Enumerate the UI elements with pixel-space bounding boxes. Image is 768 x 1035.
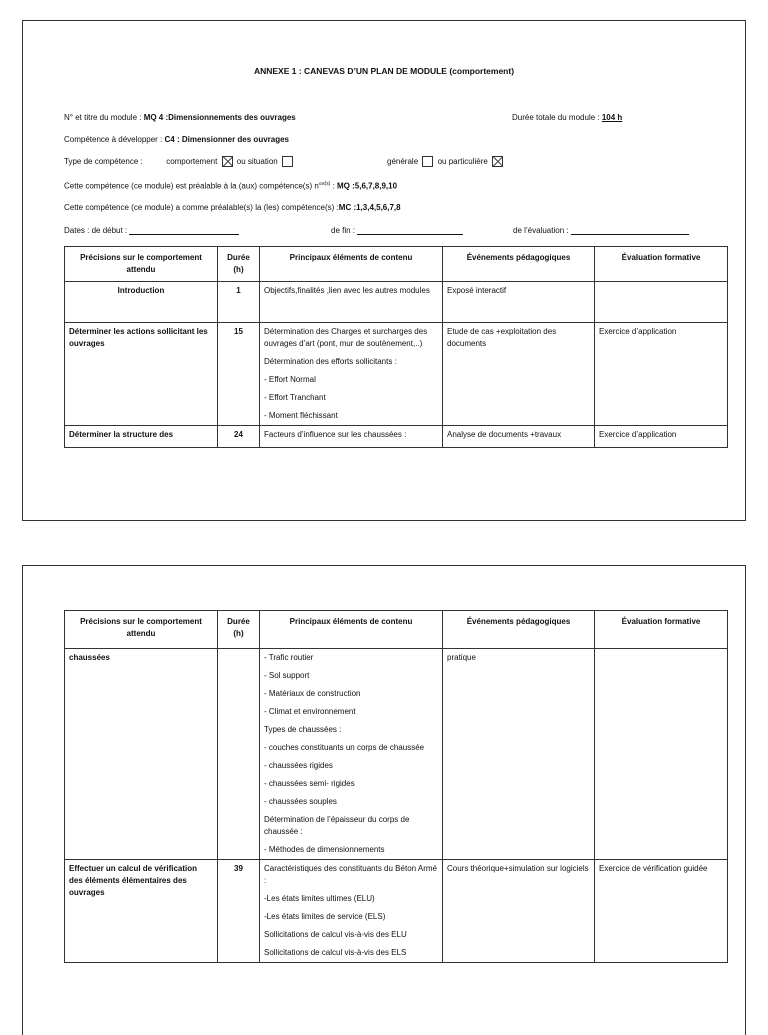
situation-checkbox[interactable]	[282, 156, 293, 167]
prealable-aux-sep: :	[330, 181, 338, 191]
prealable-aux-sup: s(s)	[322, 181, 331, 187]
contenu-item: Types de chaussées :	[264, 725, 342, 734]
row-contenu	[260, 282, 443, 323]
date-evaluation	[513, 225, 689, 235]
contenu-item: - couches constituants un corps de chaussée	[264, 743, 425, 752]
header-evenements: Événements pédagogiques	[443, 247, 595, 282]
row-evaluation	[595, 649, 728, 860]
header-duree: Durée (h)	[218, 247, 260, 282]
date-debut-label: Dates : de début :	[64, 226, 128, 235]
contenu-item: Détermination de l’épaisseur du corps de chaussée :	[264, 815, 410, 836]
module-line	[64, 113, 296, 122]
row-comportement: Effectuer un calcul de vérification des éléments élémentaires des ouvrages	[65, 860, 218, 963]
module-label: N° et titre du module :	[64, 113, 144, 122]
type-situation-label: ou situation	[236, 157, 278, 166]
contenu-item: -Les états limites ultimes (ELU)	[264, 894, 375, 903]
table-header-row	[65, 611, 728, 649]
date-fin-field[interactable]	[357, 225, 463, 235]
header-comportement: Précisions sur le comportement attendu	[65, 611, 218, 649]
prealable-aux-label: Cette compétence (ce module) est préalable à la (aux) compétence(s) n°	[64, 181, 322, 191]
contenu-item: -Les états limites de service (ELS)	[264, 912, 386, 921]
table-row	[65, 649, 728, 860]
row-evenements: Cours théorique+simulation sur logiciels	[443, 860, 595, 963]
contenu-item: - Méthodes de dimensionnements	[264, 845, 385, 854]
contenu-item: Facteurs d’influence sur les chaussées :	[264, 430, 407, 439]
header-contenu: Principaux éléments de contenu	[260, 247, 443, 282]
contenu-item: Sollicitations de calcul vis-à-vis des ELU	[264, 930, 407, 939]
header-duree: Durée (h)	[218, 611, 260, 649]
date-fin	[331, 225, 463, 235]
module-value: MQ 4 :Dimensionnements des ouvrages	[143, 113, 296, 122]
row-duree: 15	[218, 323, 260, 426]
row-comportement: Introduction	[65, 282, 218, 323]
row-duree: 1	[218, 282, 260, 323]
type-line	[64, 156, 295, 167]
prealable-les-line	[64, 203, 401, 212]
table-row	[65, 323, 728, 426]
duree-label: Durée totale du module :	[512, 113, 602, 122]
contenu-item: - Effort Normal	[264, 375, 316, 384]
prealable-les-label: Cette compétence (ce module) a comme préalable(s) la (les) compétence(s) :	[64, 203, 339, 212]
header-evenements: Événements pédagogiques	[443, 611, 595, 649]
type-comportement-label: comportement	[166, 157, 218, 166]
header-contenu: Principaux éléments de contenu	[260, 611, 443, 649]
header-comportement: Précisions sur le comportement attendu	[65, 247, 218, 282]
row-evaluation	[595, 282, 728, 323]
prealable-aux-value: MQ :5,6,7,8,9,10	[337, 181, 398, 191]
header-evaluation: Évaluation formative	[595, 611, 728, 649]
row-evenements: pratique	[443, 649, 595, 860]
date-debut-field[interactable]	[129, 225, 239, 235]
contenu-item: - Moment fléchissant	[264, 411, 338, 420]
page-2	[22, 565, 746, 1035]
competence-value: C4 : Dimensionner des ouvrages	[164, 135, 289, 144]
module-table-continued	[64, 610, 728, 963]
prealable-aux-line	[64, 181, 397, 191]
type-particuliere-label: ou particulière	[437, 157, 488, 166]
duree-line	[512, 113, 622, 122]
date-fin-label: de fin :	[331, 226, 356, 235]
type-label: Type de compétence :	[64, 157, 143, 166]
table-header-row	[65, 247, 728, 282]
row-evaluation: Exercice de vérification guidée	[595, 860, 728, 963]
page-title: ANNEXE 1 : CANEVAS D’UN PLAN DE MODULE (comportement)	[253, 66, 515, 76]
competence-line	[64, 135, 289, 144]
table-row	[65, 282, 728, 323]
row-duree: 24	[218, 426, 260, 448]
row-comportement: Déterminer les actions sollicitant les ouvrages	[65, 323, 218, 426]
competence-label: Compétence à développer :	[64, 135, 165, 144]
row-contenu	[260, 426, 443, 448]
contenu-item: Détermination des efforts sollicitants :	[264, 357, 397, 366]
type-line-right	[387, 156, 505, 167]
row-comportement: chaussées	[65, 649, 218, 860]
contenu-item: - chaussées rigides	[264, 761, 333, 770]
row-duree: 39	[218, 860, 260, 963]
contenu-item: - Matériaux de construction	[264, 689, 361, 698]
module-table	[64, 246, 728, 448]
duree-value: 104 h	[601, 113, 623, 122]
row-evenements: Etude de cas +exploitation des documents	[443, 323, 595, 426]
contenu-item: Caractéristiques des constituants du Béton Armé :	[264, 864, 437, 885]
contenu-item: - Trafic routier	[264, 653, 314, 662]
page-1	[22, 20, 746, 521]
contenu-item: Objectifs,finalités ,lien avec les autres modules	[264, 286, 430, 295]
date-eval-label: de l’évaluation :	[513, 226, 569, 235]
row-duree	[218, 649, 260, 860]
prealable-les-value: MC :1,3,4,5,6,7,8	[338, 203, 401, 212]
table-row	[65, 426, 728, 448]
contenu-item: Sollicitations de calcul vis-à-vis des ELS	[264, 948, 407, 957]
contenu-item: - chaussées souples	[264, 797, 337, 806]
contenu-item: - Effort Tranchant	[264, 393, 326, 402]
contenu-item: - chaussées semi- rigides	[264, 779, 355, 788]
row-evenements: Exposé interactif	[443, 282, 595, 323]
contenu-item: Détermination des Charges et surcharges des ouvrages d’art (pont, mur de soutènement,..)	[264, 327, 428, 348]
row-comportement: Déterminer la structure des	[65, 426, 218, 448]
row-evenements: Analyse de documents +travaux	[443, 426, 595, 448]
row-contenu	[260, 860, 443, 963]
table-row	[65, 860, 728, 963]
row-evaluation: Exercice d’application	[595, 426, 728, 448]
particuliere-checkbox[interactable]	[492, 156, 503, 167]
header-evaluation: Évaluation formative	[595, 247, 728, 282]
contenu-item: - Sol support	[264, 671, 310, 680]
row-evaluation: Exercice d’application	[595, 323, 728, 426]
comportement-checkbox[interactable]	[222, 156, 233, 167]
generale-checkbox[interactable]	[422, 156, 433, 167]
type-generale-label: générale	[387, 157, 419, 166]
date-eval-field[interactable]	[571, 225, 689, 235]
contenu-item: - Climat et environnement	[264, 707, 356, 716]
row-contenu	[260, 649, 443, 860]
row-contenu	[260, 323, 443, 426]
